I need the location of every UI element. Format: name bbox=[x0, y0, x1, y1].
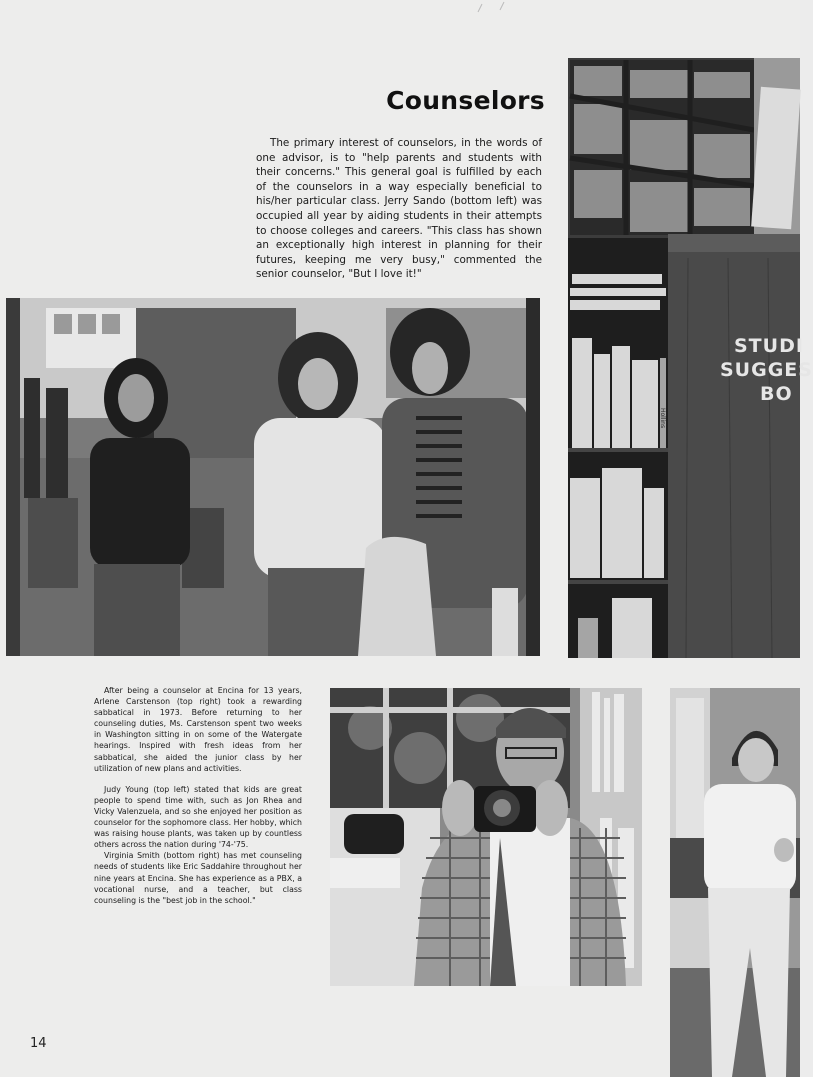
photo-students-walking bbox=[6, 298, 540, 656]
body-text bbox=[94, 685, 302, 916]
intro-text: The primary interest of counselors, in the words of one advisor, is to "help parents and students with their concerns." This general goal is fulfilled by each of the counselors in a way especially beneficial to his/her particular class. Jerry Sando (bottom left) was occupied all year by aiding students in their attempts to choose colleges and careers. "This class has shown an exceptionally high interest in planning for their futures, keeping me very busy," commented the senior counselor, "But I love it!" bbox=[256, 137, 542, 281]
book-spine-text: Hollins bbox=[659, 408, 666, 429]
photo-counselor-standing bbox=[670, 688, 800, 1077]
pencil-marks bbox=[470, 0, 530, 24]
intro-paragraph bbox=[256, 136, 542, 282]
body-paragraph-1: After being a counselor at Encina for 13 years, Arlene Carstenson (top right) took a rewarding sabbatical in 1973. Before returning to her counseling duties, Ms. Carstenson spent two weeks in Washington sitting in on some of the Watergate hearings. Inspired with fresh ideas from her sabbatical, she aided the junior class by her utilization of new plans and activities. bbox=[94, 686, 302, 773]
photo-counseling-office bbox=[568, 58, 813, 658]
body-paragraph-3: Virginia Smith (bottom right) has met counseling needs of students like Eric Saddahire throughout her nine years at Encina. She has experience as a PBX, a vocational nurse, and a teacher, but class counseling is the "best job in the school." bbox=[94, 851, 302, 905]
body-paragraph-2: Judy Young (top left) stated that kids are great people to spend time with, such as Jon Rhea and Vicky Valenzuela, and so she enjoyed her position as counselor for the sophomore class. Her hobby, which was raising house plants, was taken up by countless others across the nation during '74-'75. bbox=[94, 784, 302, 850]
suggestion-box-label-1: STUDI bbox=[734, 335, 804, 357]
suggestion-box-label-2: SUGGES bbox=[720, 359, 813, 381]
page-number: 14 bbox=[30, 1036, 47, 1051]
photo-counselor-with-camera bbox=[330, 688, 642, 986]
suggestion-box-label-3: BO bbox=[760, 383, 793, 405]
page-title: Counselors bbox=[386, 86, 545, 115]
